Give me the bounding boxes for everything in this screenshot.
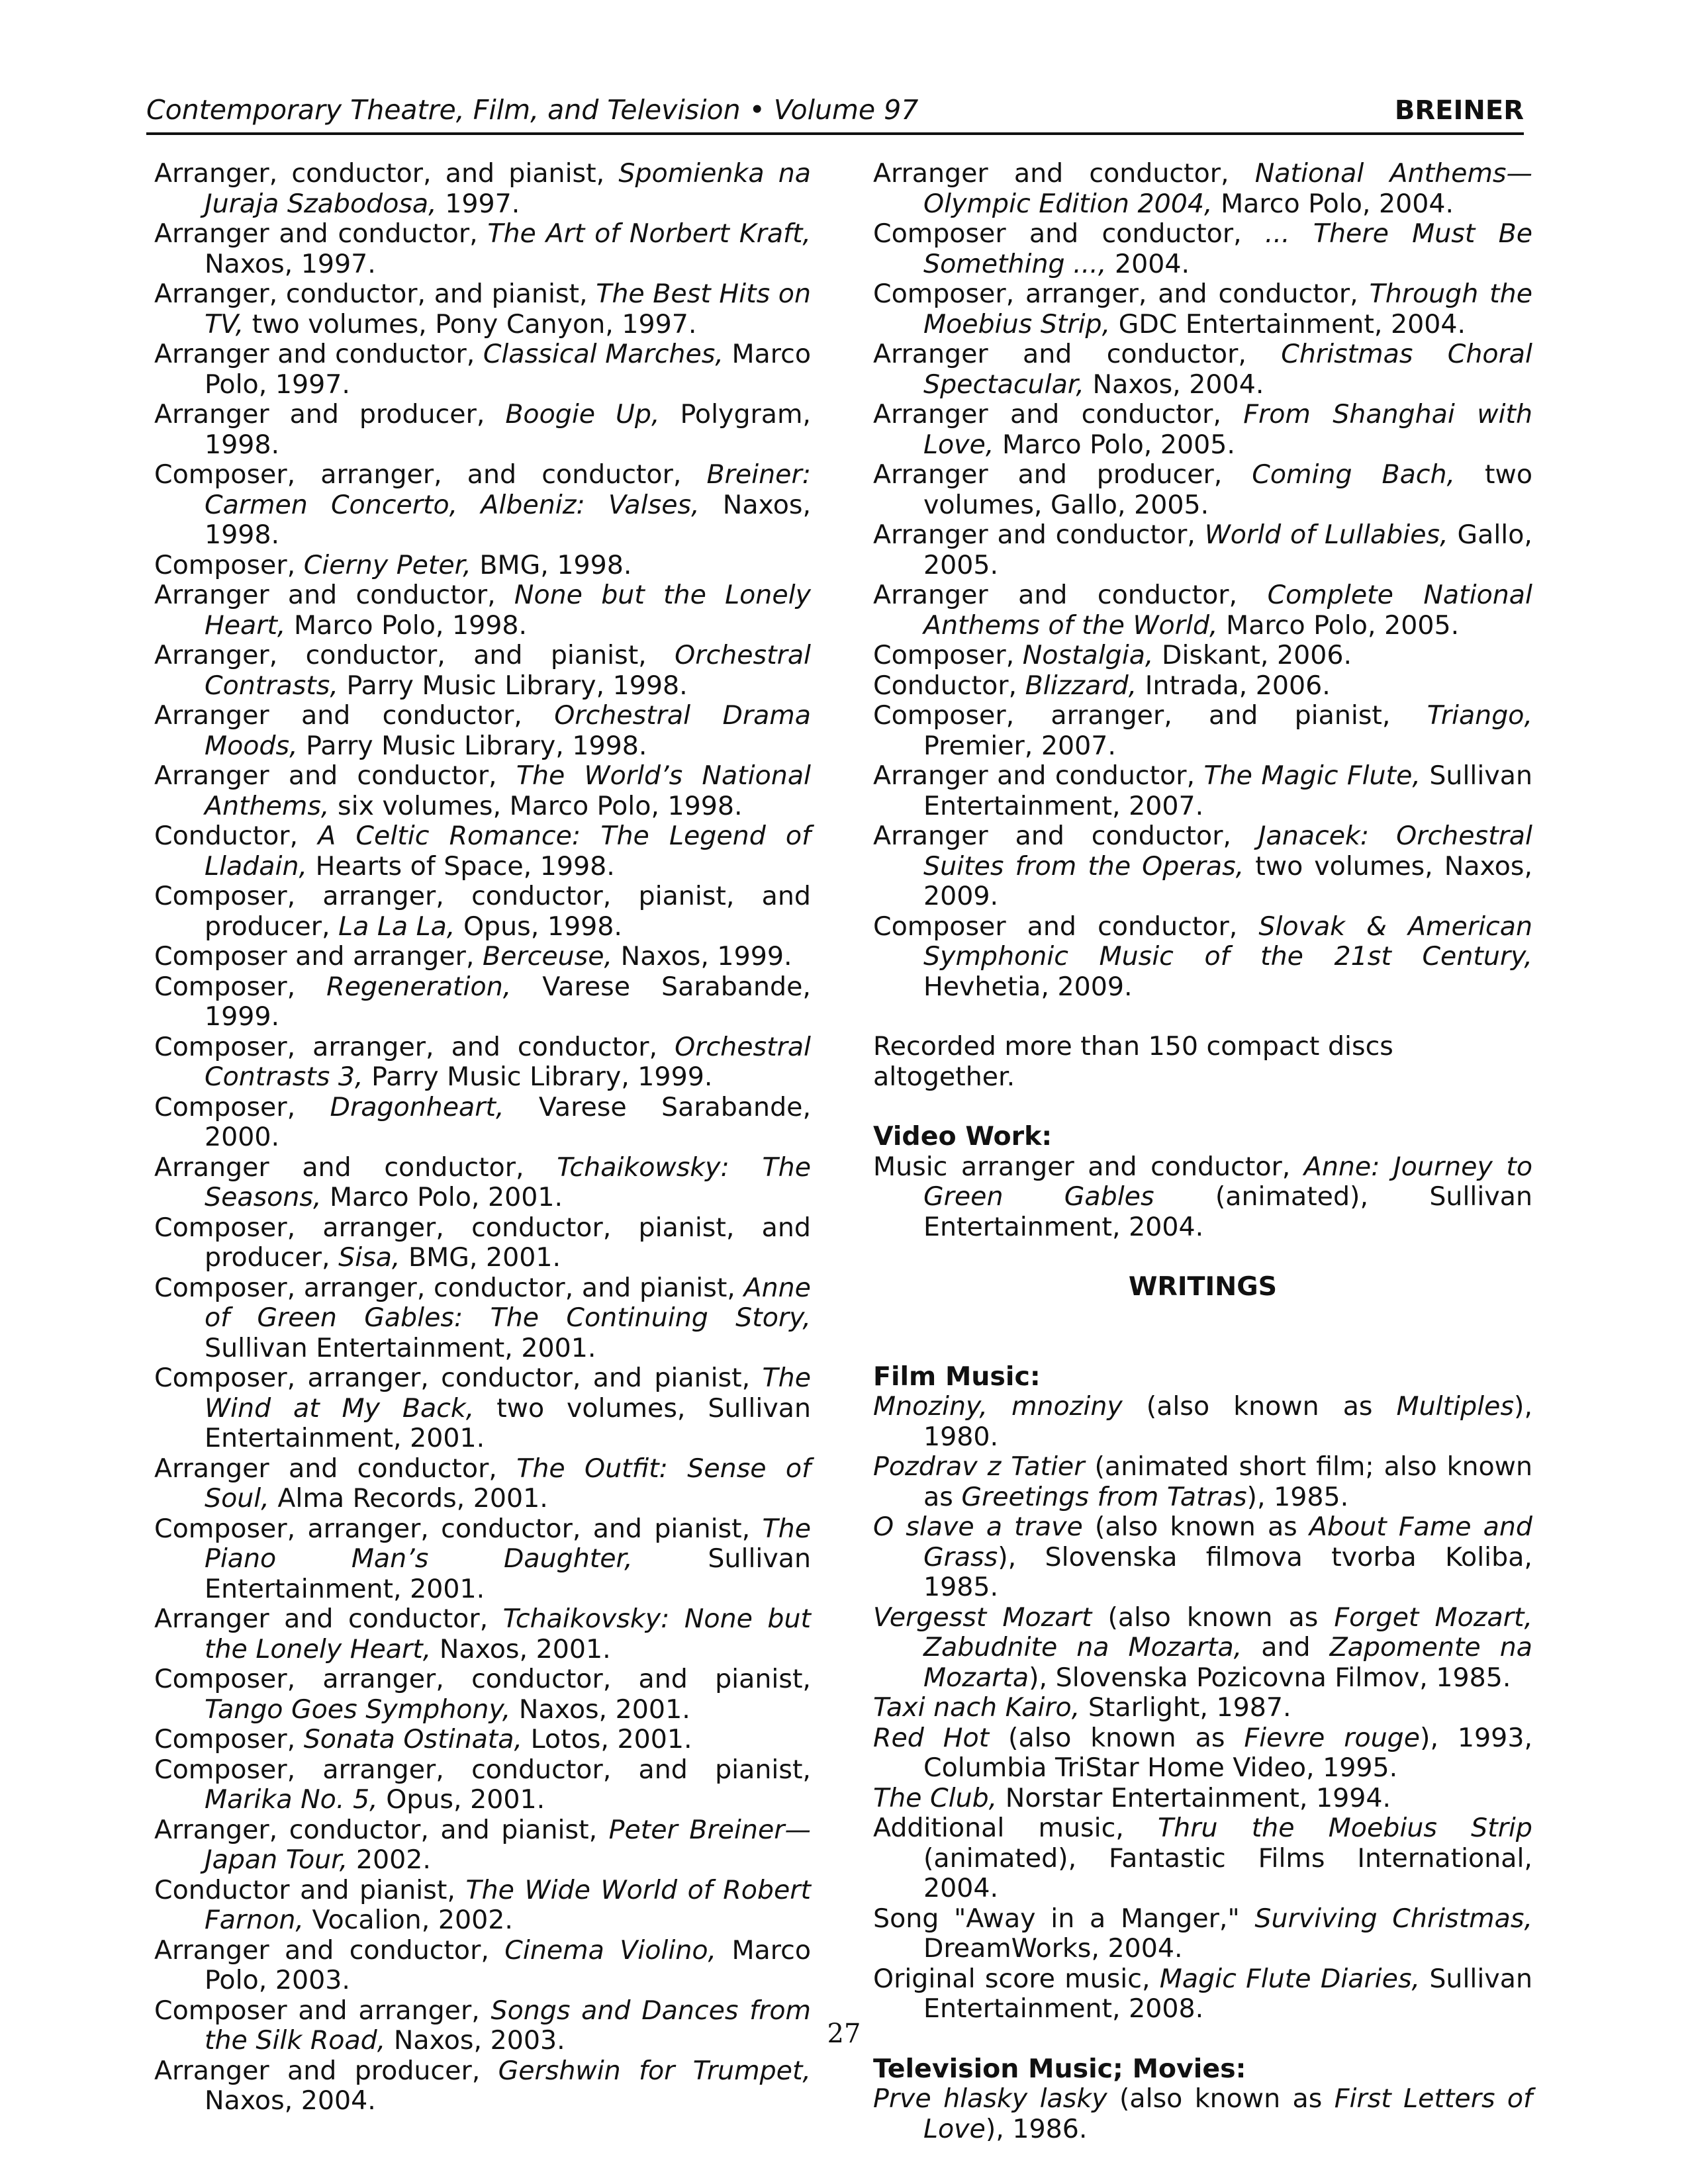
- list-item: [873, 580, 1532, 641]
- entry-title: Red Hot: [873, 1722, 990, 1753]
- entry-details: Varese Sarabande, 1999.: [205, 971, 811, 1032]
- list-item: [873, 460, 1532, 520]
- list-item: [873, 1693, 1532, 1723]
- television-music-heading: Television Music; Movies:: [873, 2053, 1246, 2084]
- entry-text: Starlight, 1987.: [1080, 1692, 1291, 1723]
- entry-details: Parry Music Library, 1999.: [363, 1062, 713, 1092]
- list-item: [154, 641, 811, 701]
- entry-details: 2002.: [348, 1844, 431, 1875]
- list-item: [154, 1093, 811, 1153]
- entry-title: The Piano Man’s Daughter,: [205, 1513, 811, 1574]
- entry-title: Christmas Choral Spectacular,: [923, 339, 1532, 400]
- entry-details: (animated), Sullivan Entertainment, 2004.: [923, 1181, 1532, 1242]
- entry-title: Forget Mozart, Zabudnite na Mozarta,: [923, 1602, 1532, 1662]
- entry-text: ), Slovenska filmova tvorba Koliba, 1985.: [923, 1541, 1532, 1602]
- list-item: [154, 1514, 811, 1605]
- entry-title: Fievre rouge: [1244, 1722, 1421, 1753]
- entry-text: (animated short film; also known as: [923, 1451, 1532, 1512]
- entry-role: Arranger and conductor,: [154, 1453, 517, 1484]
- list-item: [154, 1213, 811, 1273]
- entry-role: Arranger and conductor,: [873, 580, 1268, 610]
- entry-title: First Letters of Love: [923, 2083, 1533, 2144]
- list-item: [154, 972, 811, 1032]
- entry-details: two volumes, Sullivan Entertainment, 2001.: [205, 1392, 811, 1453]
- entry-details: Naxos, 2001.: [510, 1694, 690, 1725]
- entry-role: Arranger and producer,: [154, 2055, 498, 2086]
- entry-details: Marco Polo, 2004.: [1212, 188, 1454, 219]
- entry-title: Cierny Peter,: [303, 549, 471, 580]
- list-item: [873, 1784, 1532, 1814]
- entry-title: Magic Flute Diaries,: [1159, 1963, 1421, 1994]
- right-column: [873, 159, 1532, 2144]
- entry-details: Marco Polo, 1998.: [285, 610, 528, 641]
- entry-role: Conductor,: [154, 821, 318, 851]
- entry-text: (also known as: [989, 1722, 1244, 1753]
- entry-details: Marco Polo, 2003.: [205, 1934, 811, 1995]
- entry-details: Sullivan Entertainment, 2001.: [205, 1543, 812, 1604]
- entry-title: Marika No. 5,: [205, 1784, 378, 1815]
- writings-heading: WRITINGS: [1128, 1271, 1278, 1302]
- entry-details: Marco Polo, 1997.: [205, 339, 812, 400]
- entry-role: Composer, arranger, conductor, pianist, and producer,: [154, 881, 811, 942]
- entry-title: Nostalgia,: [1022, 640, 1154, 670]
- entry-title: Greetings from Tatras: [961, 1481, 1247, 1512]
- entry-title: From Shanghai with Love,: [923, 399, 1533, 460]
- entry-role: Arranger and conductor,: [154, 1604, 503, 1634]
- entry-title: Tchaikowsky: The Seasons,: [205, 1152, 811, 1212]
- entry-role: Arranger and conductor,: [873, 158, 1255, 189]
- list-item: [154, 1153, 811, 1213]
- entry-details: Naxos, 2003.: [385, 2025, 565, 2056]
- list-item: [873, 1964, 1532, 2025]
- list-item: [873, 1904, 1532, 1964]
- entry-title: Zapomente na Mozarta: [923, 1632, 1533, 1693]
- entry-title: Surviving Christmas,: [1254, 1903, 1532, 1934]
- entry-details: Sullivan Entertainment, 2007.: [923, 760, 1532, 821]
- list-item: [873, 279, 1532, 340]
- entry-role: Composer, arranger, and pianist,: [873, 700, 1427, 731]
- entry-title: World of Lullabies,: [1204, 520, 1448, 550]
- entry-role: Arranger and conductor,: [154, 339, 483, 369]
- list-item: [154, 159, 811, 219]
- entry-role: Composer,: [154, 1091, 330, 1122]
- list-item: [873, 1392, 1532, 1452]
- entry-text: and: [1242, 1632, 1330, 1662]
- entry-details: Alma Records, 2001.: [269, 1483, 548, 1514]
- list-item: [873, 1152, 1532, 1243]
- entry-title: Spomienka na Juraja Szabodosa,: [205, 158, 811, 219]
- list-item: [154, 219, 811, 279]
- entry-details: Premier, 2007.: [923, 730, 1116, 761]
- entry-title: Triango,: [1427, 700, 1532, 731]
- entry-text: (animated), Fantastic Films International, 2004.: [923, 1843, 1532, 1903]
- list-item: [154, 580, 811, 641]
- entry-text: Norstar Entertainment, 1994.: [997, 1782, 1391, 1813]
- list-item: [873, 219, 1532, 279]
- entry-details: two volumes, Pony Canyon, 1997.: [244, 308, 697, 340]
- television-music-list: [873, 2084, 1532, 2144]
- entry-title: Prve hlasky lasky: [873, 2083, 1107, 2114]
- entry-title: Peter Breiner—Japan Tour,: [205, 1814, 811, 1875]
- entry-role: Arranger and conductor,: [154, 580, 514, 610]
- entry-title: Dragonheart,: [330, 1091, 504, 1122]
- recordings-list-continued: [873, 159, 1532, 1002]
- list-item: [873, 520, 1532, 580]
- entry-details: Polygram, 1998.: [205, 399, 811, 460]
- list-item: [154, 1454, 811, 1514]
- entry-title: National Anthems—Olympic Edition 2004,: [923, 158, 1532, 219]
- entry-role: Composer, arranger, and conductor,: [154, 459, 707, 490]
- entry-title: The World’s National Anthems,: [205, 760, 811, 821]
- entry-role: Arranger and conductor,: [873, 520, 1205, 550]
- list-item: [154, 400, 811, 460]
- entry-details: Naxos, 1999.: [612, 941, 792, 972]
- entry-title: Multiples: [1396, 1391, 1515, 1422]
- entry-title: The Outfit: Sense of Soul,: [205, 1453, 811, 1514]
- entry-text: ), 1980.: [923, 1391, 1532, 1452]
- entry-role: Arranger and conductor,: [873, 339, 1282, 369]
- entry-role: Arranger, conductor, and pianist,: [154, 158, 619, 189]
- entry-role: Arranger and conductor,: [154, 700, 555, 731]
- entry-role: Composer and conductor,: [873, 218, 1265, 249]
- list-item: [873, 821, 1532, 912]
- entry-text: Additional music,: [873, 1813, 1158, 1843]
- entry-text: (also known as: [1082, 1512, 1309, 1542]
- entry-title: Thru the Moebius Strip: [1158, 1813, 1532, 1843]
- list-item: [154, 761, 811, 821]
- film-music-heading: Film Music:: [873, 1361, 1041, 1392]
- entry-details: Parry Music Library, 1998.: [297, 730, 647, 761]
- list-item: [154, 942, 811, 972]
- entry-title: ... There Must Be Something ...,: [923, 218, 1532, 279]
- entry-title: Anne: Journey to Green Gables: [923, 1151, 1532, 1212]
- entry-details: Hevhetia, 2009.: [923, 971, 1133, 1002]
- list-item: [154, 1664, 811, 1725]
- entry-title: The Magic Flute,: [1203, 760, 1421, 791]
- entry-details: Parry Music Library, 1998.: [338, 670, 688, 701]
- entry-role: Arranger and conductor,: [873, 821, 1258, 851]
- entry-title: Slovak & American Symphonic Music of the 21st Century,: [923, 911, 1532, 972]
- entry-title: Boogie Up,: [505, 399, 660, 430]
- entry-title: Berceuse,: [482, 941, 613, 972]
- entry-role: Arranger and conductor,: [873, 399, 1244, 430]
- list-item: [154, 2056, 811, 2116]
- list-item: [873, 912, 1532, 1003]
- entry-title: None but the Lonely Heart,: [205, 580, 811, 641]
- left-column: [154, 159, 811, 2116]
- entry-text: ), 1985.: [1246, 1481, 1349, 1512]
- list-item: [873, 1723, 1532, 1784]
- list-item: [154, 1273, 811, 1364]
- entry-role: Composer and arranger,: [154, 941, 483, 972]
- entry-title: Through the Moebius Strip,: [923, 279, 1532, 340]
- list-item: [154, 821, 811, 882]
- list-item: [873, 1452, 1532, 1512]
- entry-details: Lotos, 2001.: [522, 1724, 692, 1754]
- entry-role: Composer, arranger, conductor, pianist, and producer,: [154, 1212, 811, 1273]
- entry-role: Composer,: [154, 549, 304, 580]
- entry-title: Orchestral Drama Moods,: [205, 700, 811, 761]
- entry-role: Composer,: [154, 971, 327, 1002]
- entry-details: Sullivan Entertainment, 2001.: [205, 1332, 596, 1363]
- entry-text: ), 1986.: [985, 2113, 1088, 2144]
- entry-role: Arranger, conductor, and pianist,: [154, 640, 675, 670]
- entry-details: Gallo, 2005.: [923, 520, 1532, 580]
- entry-role: Composer, arranger, conductor, and pianist,: [154, 1754, 811, 1785]
- entry-title: Cinema Violino,: [504, 1934, 717, 1966]
- entry-title: A Celtic Romance: The Legend of Lladain,: [205, 821, 811, 882]
- entry-title: Orchestral Contrasts 3,: [205, 1031, 811, 1092]
- entry-title: Vergesst Mozart: [873, 1602, 1092, 1633]
- entry-text: Sullivan Entertainment, 2008.: [923, 1963, 1532, 2024]
- entry-role: Music arranger and conductor,: [873, 1151, 1304, 1182]
- entry-title: The Best Hits on TV,: [205, 279, 811, 340]
- entry-details: Naxos, 2004.: [205, 2085, 376, 2116]
- list-item: [154, 1876, 811, 1936]
- entry-role: Composer, arranger, and conductor,: [154, 1031, 675, 1062]
- recorded-note: Recorded more than 150 compact discs altogether.: [873, 1031, 1393, 1092]
- entry-details: Opus, 2001.: [377, 1784, 545, 1815]
- entry-role: Arranger and conductor,: [873, 760, 1204, 791]
- entry-role: Composer and arranger,: [154, 1995, 491, 2026]
- entry-title: Janacek: Orchestral Suites from the Operas,: [923, 821, 1532, 882]
- list-item: [154, 1604, 811, 1664]
- entry-title: Mnoziny, mnoziny: [873, 1391, 1123, 1422]
- entry-role: Conductor,: [873, 670, 1025, 701]
- entry-details: 1997.: [436, 188, 520, 219]
- entry-role: Arranger, conductor, and pianist,: [154, 1814, 609, 1845]
- entry-role: Arranger and conductor,: [154, 1152, 557, 1183]
- entry-details: Varese Sarabande, 2000.: [205, 1091, 811, 1152]
- list-item: [154, 340, 811, 400]
- entry-details: Marco Polo, 2001.: [321, 1182, 563, 1212]
- running-header: [146, 90, 1524, 135]
- entry-details: six volumes, Marco Polo, 1998.: [329, 790, 743, 821]
- entry-title: Orchestral Contrasts,: [205, 640, 811, 701]
- entry-details: Marco Polo, 2005.: [994, 429, 1235, 460]
- entry-details: Vocalion, 2002.: [303, 1905, 513, 1935]
- entry-text: Song "Away in a Manger,": [873, 1903, 1255, 1934]
- video-work-heading: Video Work:: [873, 1121, 1053, 1152]
- entry-text: DreamWorks, 2004.: [923, 1933, 1183, 1964]
- entry-role: Composer, arranger, conductor, and pianist,: [154, 1363, 763, 1393]
- entry-title: Coming Bach,: [1252, 459, 1456, 490]
- entry-role: Composer, arranger, and conductor,: [873, 279, 1370, 309]
- list-item: [154, 1936, 811, 1996]
- entry-title: Breiner: Carmen Concerto, Albeniz: Valses,: [205, 459, 811, 520]
- entry-role: Composer, arranger, conductor, and pianist,: [154, 1272, 744, 1303]
- entry-details: Naxos, 1997.: [205, 248, 376, 279]
- entry-details: two volumes, Naxos, 2009.: [923, 850, 1532, 911]
- entry-title: The Wide World of Robert Farnon,: [205, 1874, 811, 1935]
- entry-text: (also known as: [1092, 1602, 1335, 1633]
- list-item: [154, 460, 811, 551]
- list-item: [154, 1755, 811, 1815]
- list-item: [154, 701, 811, 761]
- entry-title: Regeneration,: [326, 971, 512, 1002]
- entry-title: The Club,: [873, 1782, 998, 1813]
- entry-role: Composer and conductor,: [873, 911, 1259, 942]
- entry-role: Arranger and conductor,: [154, 760, 516, 791]
- entry-details: Intrada, 2006.: [1137, 670, 1331, 701]
- list-item: [154, 279, 811, 340]
- entry-title: The Wind at My Back,: [205, 1363, 811, 1424]
- entry-details: Naxos, 2001.: [431, 1633, 611, 1664]
- entry-text: (also known as: [1107, 2083, 1335, 2114]
- list-item: [873, 2084, 1532, 2144]
- list-item: [154, 1815, 811, 1876]
- list-item: [154, 1725, 811, 1755]
- publication-title: Contemporary Theatre, Film, and Television • Volume 97: [146, 94, 919, 126]
- entry-details: Marco Polo, 2005.: [1217, 610, 1460, 641]
- list-item: [873, 641, 1532, 671]
- entry-details: Hearts of Space, 1998.: [307, 850, 615, 882]
- entry-role: Composer, arranger, conductor, and pianist,: [154, 1664, 811, 1694]
- entry-title: Complete National Anthems of the World,: [923, 580, 1532, 641]
- entry-details: BMG, 2001.: [400, 1242, 561, 1273]
- list-item: [873, 671, 1532, 702]
- entry-title: Sonata Ostinata,: [303, 1724, 523, 1754]
- list-item: [154, 551, 811, 581]
- entry-details: Naxos, 2004.: [1084, 369, 1264, 400]
- entry-text: ), 1993, Columbia TriStar Home Video, 1995.: [923, 1722, 1533, 1783]
- entry-title: Classical Marches,: [483, 339, 724, 369]
- entry-text: (also known as: [1122, 1391, 1397, 1422]
- entry-text: ), Slovenska Pozicovna Filmov, 1985.: [1029, 1662, 1511, 1693]
- entry-role: Composer, arranger, conductor, and pianist,: [154, 1513, 763, 1544]
- entry-title: Blizzard,: [1025, 670, 1137, 701]
- entry-role: Arranger, conductor, and pianist,: [154, 279, 596, 309]
- list-item: [873, 761, 1532, 821]
- entry-title: Tchaikovsky: None but the Lonely Heart,: [205, 1604, 811, 1664]
- entry-role: Conductor and pianist,: [154, 1874, 466, 1905]
- entry-role: Composer,: [154, 1724, 304, 1754]
- entry-role: Arranger and conductor,: [154, 1934, 505, 1966]
- entry-details: GDC Entertainment, 2004.: [1110, 308, 1466, 340]
- entry-role: Arranger and producer,: [154, 399, 506, 430]
- entry-details: 2004.: [1106, 248, 1190, 279]
- entry-title: Pozdrav z Tatier: [873, 1451, 1085, 1482]
- entry-title: Gershwin for Trumpet,: [498, 2055, 811, 2086]
- entry-name: BREINER: [1394, 95, 1524, 126]
- film-music-list: [873, 1392, 1532, 2025]
- entry-title: O slave a trave: [873, 1512, 1083, 1542]
- entry-details: Opus, 1998.: [455, 911, 622, 942]
- entry-details: two volumes, Gallo, 2005.: [923, 459, 1532, 520]
- entry-role: Composer,: [873, 640, 1023, 670]
- entry-title: La La La,: [338, 911, 455, 942]
- entry-title: About Fame and Grass: [923, 1512, 1532, 1572]
- list-item: [873, 159, 1532, 219]
- entry-title: Sisa,: [338, 1242, 400, 1273]
- entry-text: Original score music,: [873, 1963, 1160, 1994]
- entry-title: Anne of Green Gables: The Continuing Story,: [205, 1272, 811, 1333]
- entry-details: Diskant, 2006.: [1153, 640, 1352, 670]
- list-item: [154, 882, 811, 942]
- list-item: [154, 1363, 811, 1454]
- list-item: [873, 1603, 1532, 1694]
- entry-details: Naxos, 1998.: [205, 489, 811, 550]
- list-item: [873, 1512, 1532, 1603]
- list-item: [154, 1032, 811, 1093]
- entry-role: Arranger and conductor,: [154, 218, 488, 249]
- list-item: [873, 701, 1532, 761]
- entry-title: Tango Goes Symphony,: [205, 1694, 511, 1725]
- entry-details: BMG, 1998.: [471, 549, 632, 580]
- entry-role: Arranger and producer,: [873, 459, 1252, 490]
- list-item: [873, 340, 1532, 400]
- page-number: 27: [827, 2019, 861, 2049]
- entry-title: Taxi nach Kairo,: [873, 1692, 1080, 1723]
- entry-title: The Art of Norbert Kraft,: [487, 218, 811, 249]
- entry-title: Songs and Dances from the Silk Road,: [205, 1995, 812, 2056]
- list-item: [873, 1813, 1532, 1904]
- list-item: [873, 400, 1532, 460]
